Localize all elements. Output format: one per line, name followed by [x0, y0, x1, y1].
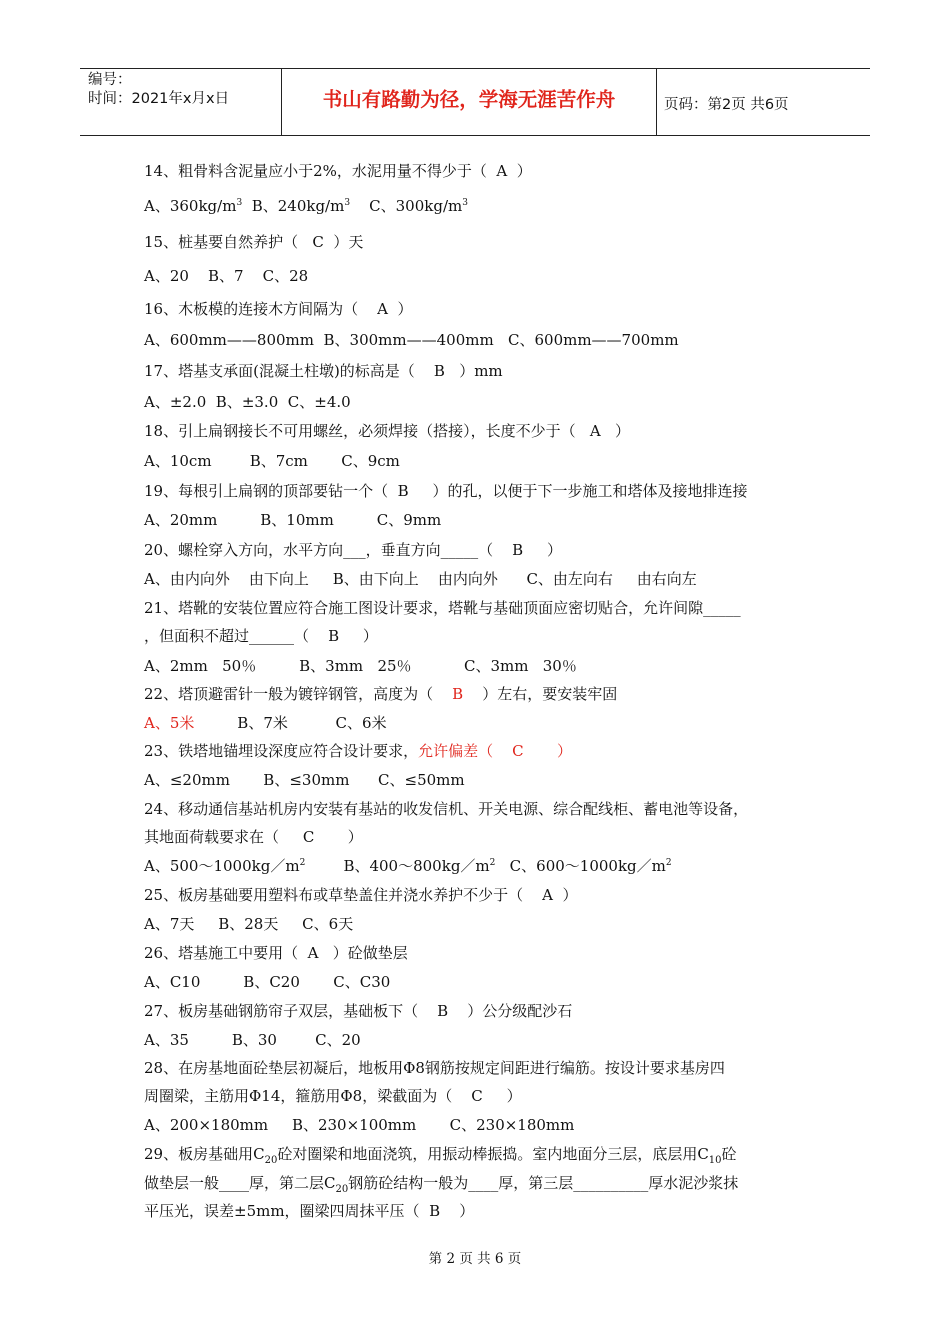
answer-options-19: A、20mm B、10mm C、9mm — [144, 511, 442, 529]
header-page-number: 页码：第2页 共6页 — [664, 97, 789, 113]
question-24-continued: 其地面荷载要求在（ C ） — [144, 828, 363, 846]
question-15: 15、桩基要自然养护（ C ）天 — [144, 233, 364, 251]
document-date-label: 时间：2021年x月x日 — [88, 91, 230, 107]
answer-options-17: A、±2.0 B、±3.0 C、±4.0 — [144, 393, 351, 411]
question-28-continued: 周圈梁，主筋用Φ14，箍筋用Φ8，梁截面为（ C ） — [144, 1087, 522, 1105]
answer-options-15: A、20 B、7 C、28 — [144, 267, 309, 285]
header-meta — [88, 71, 278, 109]
question-28: 28、在房基地面砼垫层初凝后，地板用Φ8钢筋按规定间距进行编筋。按设计要求基房四 — [144, 1059, 725, 1077]
header-motto: 书山有路勤为径，学海无涯苦作舟 — [322, 88, 616, 111]
header-bottom-rule — [80, 135, 870, 136]
question-29: 29、板房基础用$C_{20}$砼对圈梁和地面浇筑，用振动棒振捣。室内地面分三层，底层用$C_{10}$砼 — [144, 1145, 737, 1166]
answer-options-18: A、10cm B、7cm C、9cm — [144, 452, 400, 470]
answer-options-22: A、5米 B、7米 C、6米 — [144, 714, 387, 732]
answer-options-20: A、由内向外 由下向上 B、由下向上 由内向外 C、由左向右 由右向左 — [144, 570, 697, 588]
document-number-label: 编号： — [88, 72, 132, 88]
question-14: 14、粗骨料含泥量应小于2%，水泥用量不得少于（ A ） — [144, 162, 532, 180]
header-top-rule — [80, 68, 870, 69]
question-29-end: 平压光，误差±5mm，圈梁四周抹平压（ B ） — [144, 1202, 475, 1220]
question-25: 25、板房基础要用塑料布或草垫盖住并浇水养护不少于（ A ） — [144, 886, 578, 904]
question-16: 16、木板模的连接木方间隔为（ A ） — [144, 300, 413, 318]
question-23: 23、铁塔地锚埋设深度应符合设计要求，允许偏差（ C ） — [144, 742, 573, 760]
question-26: 26、塔基施工中要用（ A ）砼做垫层 — [144, 944, 408, 962]
answer-options-14: A、$360kg/m^3$ B、$240kg/m^3$ C、$300kg/m^3$ — [144, 197, 468, 215]
question-29-continued: 做垫层一般____厚，第二层$C_{20}$钢筋砼结构一般为____厚，第三层__________厚水泥沙浆抹 — [144, 1174, 739, 1195]
answer-options-16: A、600mm——800mm B、300mm——400mm C、600mm——700mm — [144, 331, 679, 349]
page-footer: 第 2 页 共 6 页 — [428, 1251, 522, 1267]
question-27: 27、板房基础钢筋帘子双层，基础板下（ B ）公分级配沙石 — [144, 1002, 573, 1020]
question-18: 18、引上扁钢接长不可用螺丝，必须焊接（搭接），长度不少于（ A ） — [144, 422, 631, 440]
answer-options-25: A、7天 B、28天 C、6天 — [144, 915, 354, 933]
answer-options-26: A、C10 B、C20 C、C30 — [144, 973, 391, 991]
question-21-continued: ，但面积不超过______（ B ） — [144, 627, 378, 645]
question-21: 21、塔靴的安装位置应符合施工图设计要求，塔靴与基础顶面应密切贴合，允许间隙_____ — [144, 599, 741, 617]
header-divider-right — [656, 68, 657, 135]
answer-options-24: A、$500\sim 1000kg/m^2$ B、$400\sim 800kg/m^2$ C、$600\sim 1000kg/m^2$ — [144, 857, 672, 875]
answer-options-21: A、2mm 50％ B、3mm 25％ C、3mm 30％ — [144, 657, 577, 675]
answer-options-28: A、200×180mm B、230×100mm C、230×180mm — [144, 1116, 575, 1134]
question-19: 19、每根引上扁钢的顶部要钻一个（ B ）的孔，以便于下一步施工和塔体及接地排连接 — [144, 482, 748, 500]
question-22: 22、塔顶避雷针一般为镀锌钢管，高度为（ B ）左右，要安装牢固 — [144, 685, 618, 703]
question-17: 17、塔基支承面(混凝土柱墩)的标高是（ B ）mm — [144, 362, 503, 380]
question-24: 24、移动通信基站机房内安装有基站的收发信机、开关电源、综合配线柜、蓄电池等设备， — [144, 800, 749, 818]
answer-options-27: A、35 B、30 C、20 — [144, 1031, 361, 1049]
answer-options-23: A、≤20mm B、≤30mm C、≤50mm — [144, 771, 465, 789]
question-20: 20、螺栓穿入方向，水平方向___，垂直方向_____（ B ） — [144, 541, 563, 559]
